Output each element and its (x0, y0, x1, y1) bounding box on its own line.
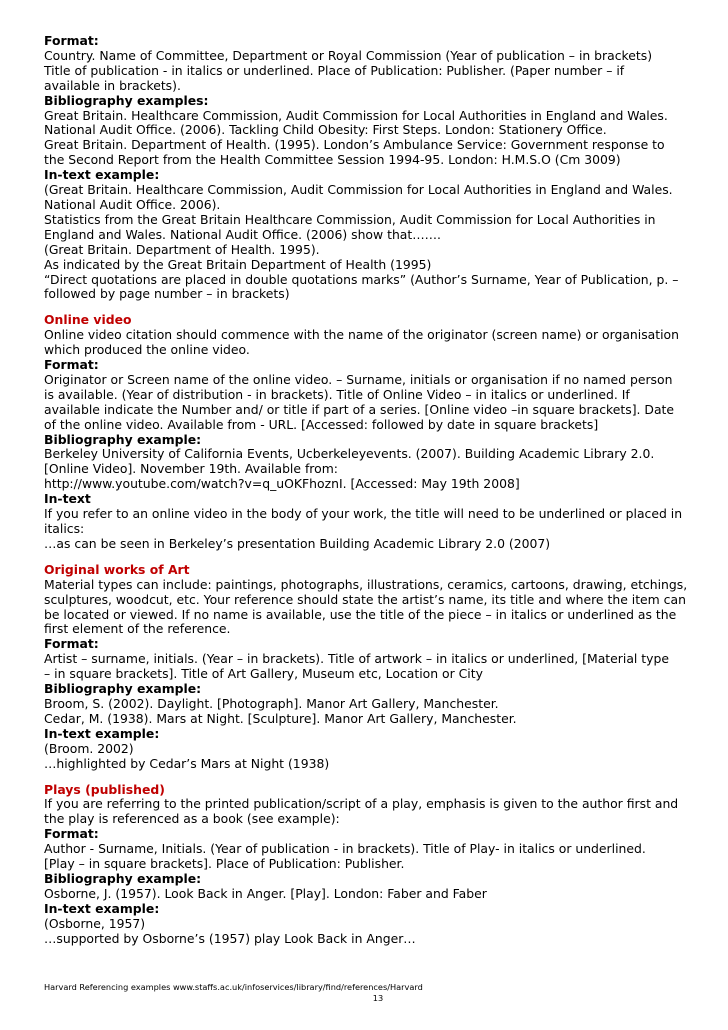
text-line: be located or viewed. If no name is available, use the title of the piece – in italics or underlined as the (44, 606, 677, 622)
text-line: italics: (44, 521, 85, 536)
text-line: the Second Report from the Health Committee Session 1994-95. London: H.M.S.O (Cm 3009) (44, 152, 621, 168)
subheading: Bibliography examples: (44, 92, 209, 108)
text-line: is available. (Year of distribution - in brackets). Title of Online Video – in italics or underlined. If (44, 386, 630, 402)
subheading: In-text example: (44, 167, 160, 183)
text-line: – in square brackets]. Title of Art Gallery, Museum etc, Location or City (44, 666, 483, 682)
subheading: Bibliography example: (44, 431, 202, 447)
text-line: If you are referring to the printed publication/script of a play, emphasis is given to the author first and (44, 796, 679, 812)
text-line: Berkeley University of California Events, Ucberkeleyevents. (2007). Building Academic Library 2.0. (44, 446, 655, 462)
text-line: National Audit Office. (2006). Tackling Child Obesity: First Steps. London: Stationery Office. (44, 122, 607, 138)
section (44, 552, 694, 772)
text-line: (Great Britain. Healthcare Commission, Audit Commission for Local Authorities in England and Wales. (44, 182, 673, 198)
text-line: first element of the reference. (44, 621, 231, 637)
text-line: If you refer to an online video in the body of your work, the title will need to be underlined or placed in (44, 506, 683, 522)
text-line: Great Britain. Healthcare Commission, Audit Commission for Local Authorities in England and Wales. (44, 107, 668, 123)
text-line: Cedar, M. (1938). Mars at Night. [Sculpture]. Manor Art Gallery, Manchester. (44, 710, 517, 726)
text-line: (Great Britain. Department of Health. 1995). (44, 241, 320, 257)
text-line: Author - Surname, Initials. (Year of publication - in brackets). Title of Play- in italics or underlined. (44, 841, 646, 857)
subheading: Format: (44, 826, 99, 842)
text-line: Statistics from the Great Britain Healthcare Commission, Audit Commission for Local Authorities in (44, 211, 656, 227)
section-heading: Online video (44, 312, 132, 328)
text-line: Title of publication - in italics or underlined. Place of Publication: Publisher. (Paper number – if (44, 62, 625, 78)
text-line: available in brackets). (44, 77, 181, 93)
page-footer (44, 982, 694, 1004)
text-line: sculptures, woodcut, etc. Your reference should state the artist’s name, its title and where the item can (44, 591, 686, 607)
section-heading: Plays (published) (44, 781, 165, 797)
text-line: Broom, S. (2002). Daylight. [Photograph]. Manor Art Gallery, Manchester. (44, 695, 499, 711)
text-line: Material types can include: paintings, photographs, illustrations, ceramics, cartoons, drawing, etchings, (44, 576, 688, 592)
footer-text: Harvard Referencing examples www.staffs.ac.uk/infoservices/library/find/references/Harvard (44, 982, 423, 992)
text-line: Artist – surname, initials. (Year – in brackets). Title of artwork – in italics or underlined, [Material type (44, 651, 669, 667)
subheading: Bibliography example: (44, 681, 202, 697)
subheading: In-text example: (44, 900, 160, 916)
section (44, 34, 694, 302)
subheading: Bibliography example: (44, 870, 202, 886)
text-line: [Online Video]. November 19th. Available from: (44, 461, 338, 477)
text-line: [Play – in square brackets]. Place of Publication: Publisher. (44, 856, 405, 872)
subheading: Format: (44, 636, 99, 652)
text-line: “Direct quotations are placed in double quotations marks” (Author’s Surname, Year of Publication, p. – (44, 271, 679, 287)
text-line: of the online video. Available from - URL. [Accessed: followed by date in square brackets] (44, 416, 599, 432)
text-line: the play is referenced as a book (see example): (44, 811, 340, 827)
text-line: …highlighted by Cedar’s Mars at Night (1938) (44, 755, 330, 771)
section-heading: Original works of Art (44, 561, 190, 577)
text-line: which produced the online video. (44, 342, 250, 358)
text-line: Great Britain. Department of Health. (1995). London’s Ambulance Service: Government response to (44, 137, 665, 153)
text-line: …as can be seen in Berkeley’s presentation Building Academic Library 2.0 (2007) (44, 535, 551, 551)
text-line: National Audit Office. 2006). (44, 196, 221, 212)
text-line: Online video citation should commence with the name of the originator (screen name) or organisation (44, 327, 679, 343)
subheading: In-text (44, 491, 91, 507)
text-line: followed by page number – in brackets) (44, 286, 290, 302)
document-body (44, 34, 694, 946)
text-line: http://www.youtube.com/watch?v=q_uOKFhoznI. [Accessed: May 19th 2008] (44, 476, 520, 492)
text-line: (Osborne, 1957) (44, 915, 146, 931)
section (44, 772, 694, 947)
text-line: Osborne, J. (1957). Look Back in Anger. [Play]. London: Faber and Faber (44, 885, 487, 901)
text-line: Country. Name of Committee, Department or Royal Commission (Year of publication – in brackets) (44, 47, 653, 63)
subheading: In-text example: (44, 725, 160, 741)
section (44, 302, 694, 552)
subheading: Format: (44, 33, 99, 48)
text-line: Originator or Screen name of the online video. – Surname, initials or organisation if no named person (44, 371, 673, 387)
text-line: As indicated by the Great Britain Department of Health (1995) (44, 256, 432, 272)
subheading: Format: (44, 357, 99, 373)
page-number: 13 (372, 993, 384, 1003)
text-line: (Broom. 2002) (44, 740, 134, 756)
text-line: available indicate the Number and/ or title if part of a series. [Online video –in square brackets]. Date (44, 401, 675, 417)
text-line: …supported by Osborne’s (1957) play Look Back in Anger… (44, 930, 416, 946)
text-line: England and Wales. National Audit Office. (2006) show that……. (44, 226, 441, 242)
